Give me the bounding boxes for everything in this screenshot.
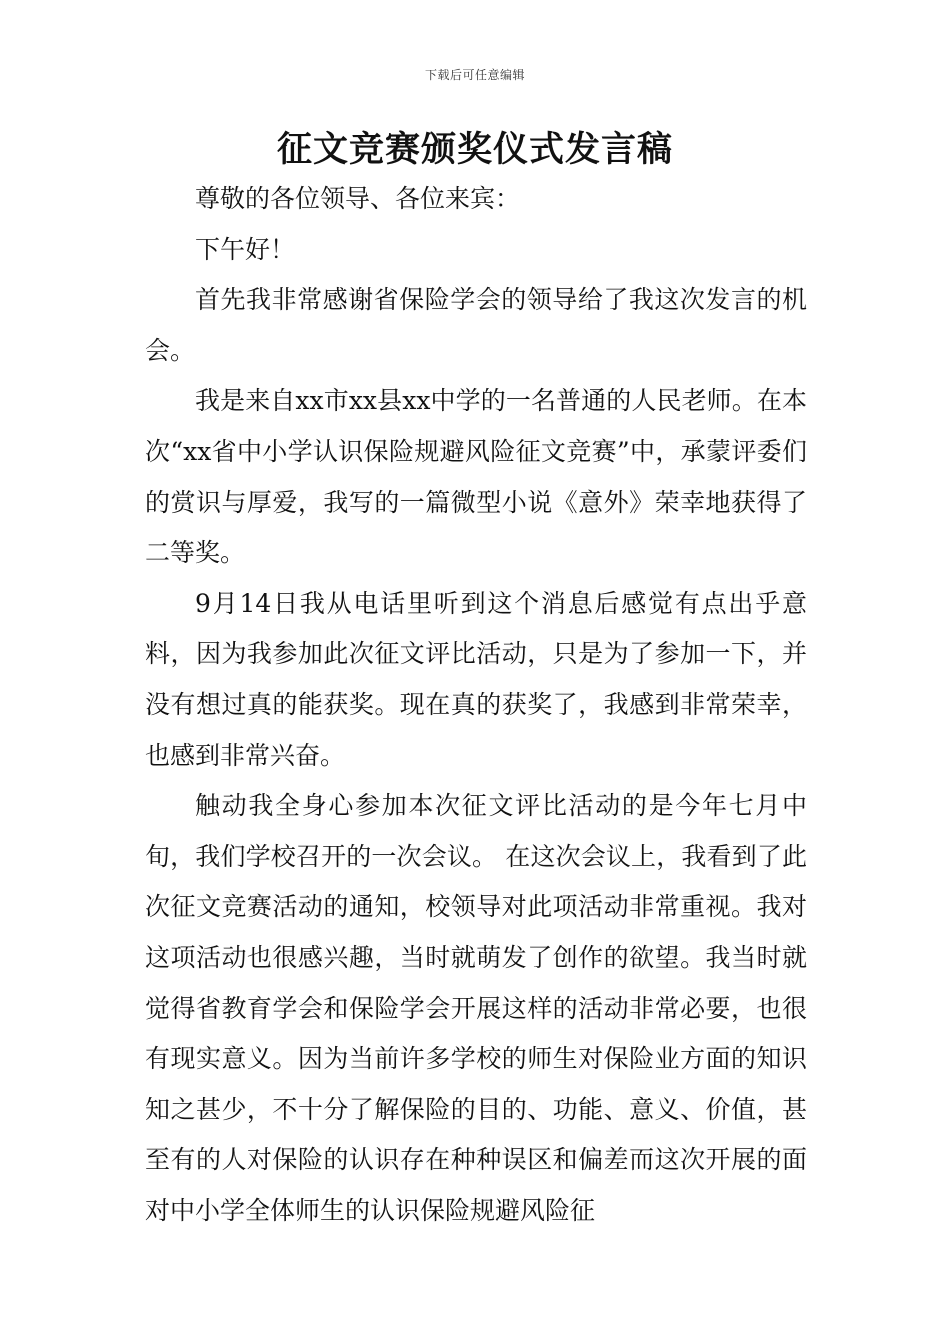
header-note: 下载后可任意编辑 bbox=[424, 68, 525, 82]
paragraph-award-news: 9月14日我从电话里听到这个消息后感觉有点出乎意料，因为我参加此次征文评比活动，只是为了参加一下，并没有想过真的能获奖。现在真的获奖了，我感到非常荣幸，也感到非常兴奋。 bbox=[145, 588, 807, 770]
paragraph-motivation: 触动我全身心参加本次征文评比活动的是今年七月中旬，我们学校召开的一次会议。 在这次会议上，我看到了此次征文竞赛活动的通知，校领导对此项活动非常重视。我对这项活动也很感兴趣，当时就萌发了创作的欲望。我当时就觉得省教育学会和保险学会开展这样的活动非常必要，也很有现实意义。因为当前许多学校的师生对保险业方面的知识知之甚少，不十分了解保险的目的、功能、意义、价值，甚至有的人对保险的认识存在种种误区和偏差而这次开展的面对中小学全体师生的认识保险规避风险征 bbox=[145, 791, 807, 1225]
paragraph-salutation: 尊敬的各位领导、各位来宾： bbox=[195, 184, 521, 213]
paragraph-introduction: 我是来自xx市xx县xx中学的一名普通的人民老师。在本次“xx省中小学认识保险规避风险征文竞赛”中，承蒙评委们的赏识与厚爱，我写的一篇微型小说《意外》荣幸地获得了二等奖。 bbox=[145, 386, 807, 568]
document-title: 征文竞赛颁奖仪式发言稿 bbox=[276, 130, 673, 170]
paragraph-thanks: 首先我非常感谢省保险学会的领导给了我这次发言的机会。 bbox=[145, 285, 807, 365]
document-body bbox=[145, 174, 807, 1236]
paragraph-greeting: 下午好！ bbox=[195, 234, 296, 264]
